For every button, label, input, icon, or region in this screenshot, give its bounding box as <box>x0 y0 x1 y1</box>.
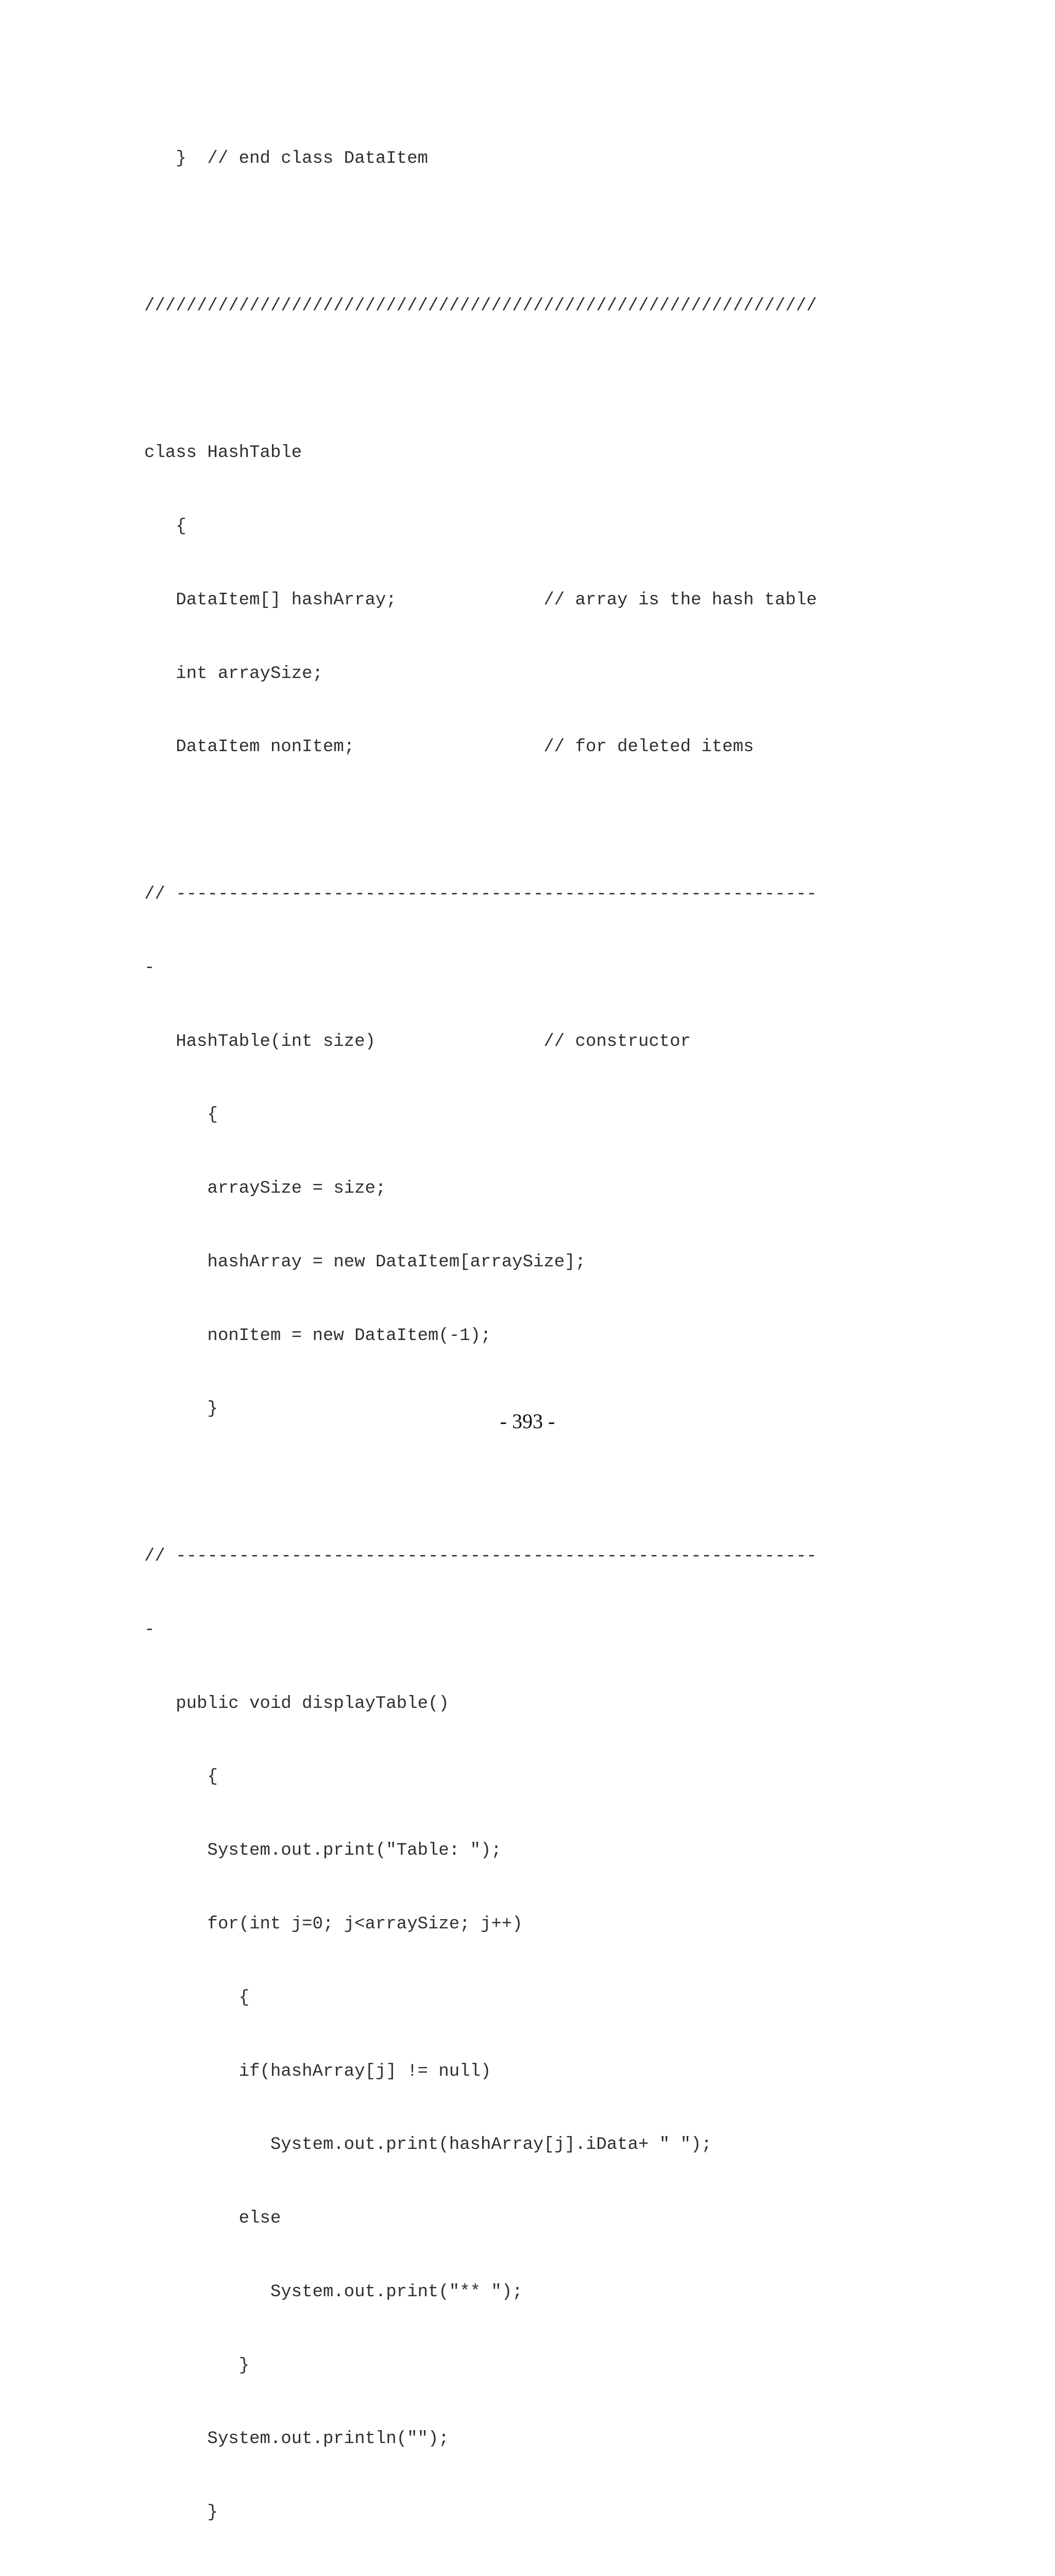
code-line: { <box>144 1105 218 1125</box>
code-line: System.out.print("** "); <box>144 2282 523 2302</box>
code-line <box>144 221 1020 245</box>
code-line: } // end class DataItem <box>144 149 428 169</box>
code-line: arraySize = size; <box>144 1179 386 1199</box>
code-line <box>144 2574 1020 2576</box>
code-line <box>144 809 1020 834</box>
page-number: - 393 - <box>500 1410 555 1433</box>
code-line: //////////////////////////////////////////////////////////////// <box>144 296 817 316</box>
code-line: // ------------------------------------------------------------- <box>144 1547 817 1567</box>
code-line: int arraySize; <box>144 664 323 684</box>
code-line: nonItem = new DataItem(-1); <box>144 1326 491 1346</box>
code-line: public void displayTable() <box>144 1693 449 1714</box>
code-line: } <box>144 2503 218 2523</box>
code-line: - <box>144 1620 155 1640</box>
code-line: - <box>144 958 155 978</box>
code-line: hashArray = new DataItem[arraySize]; <box>144 1252 586 1272</box>
code-line: // ------------------------------------------------------------- <box>144 885 817 904</box>
code-listing <box>144 98 1020 2576</box>
code-line: DataItem[] hashArray; // array is the hash table <box>144 590 817 610</box>
code-line <box>144 368 1020 393</box>
code-line: HashTable(int size) // constructor <box>144 1031 691 1052</box>
code-line: for(int j=0; j<arraySize; j++) <box>144 1914 523 1934</box>
code-line: System.out.print(hashArray[j].iData+ " "); <box>144 2135 712 2155</box>
code-line: System.out.print("Table: "); <box>144 1841 502 1861</box>
code-line: if(hashArray[j] != null) <box>144 2061 491 2081</box>
code-line: { <box>144 1767 218 1787</box>
code-line: else <box>144 2209 281 2229</box>
code-line: { <box>144 1988 250 2008</box>
code-line: System.out.println(""); <box>144 2429 449 2449</box>
code-line: } <box>144 2355 250 2376</box>
code-line: class HashTable <box>144 443 302 463</box>
code-line: DataItem nonItem; // for deleted items <box>144 737 754 757</box>
code-line: { <box>144 517 186 537</box>
code-line: } <box>144 1399 218 1419</box>
code-line <box>144 1471 1020 1496</box>
